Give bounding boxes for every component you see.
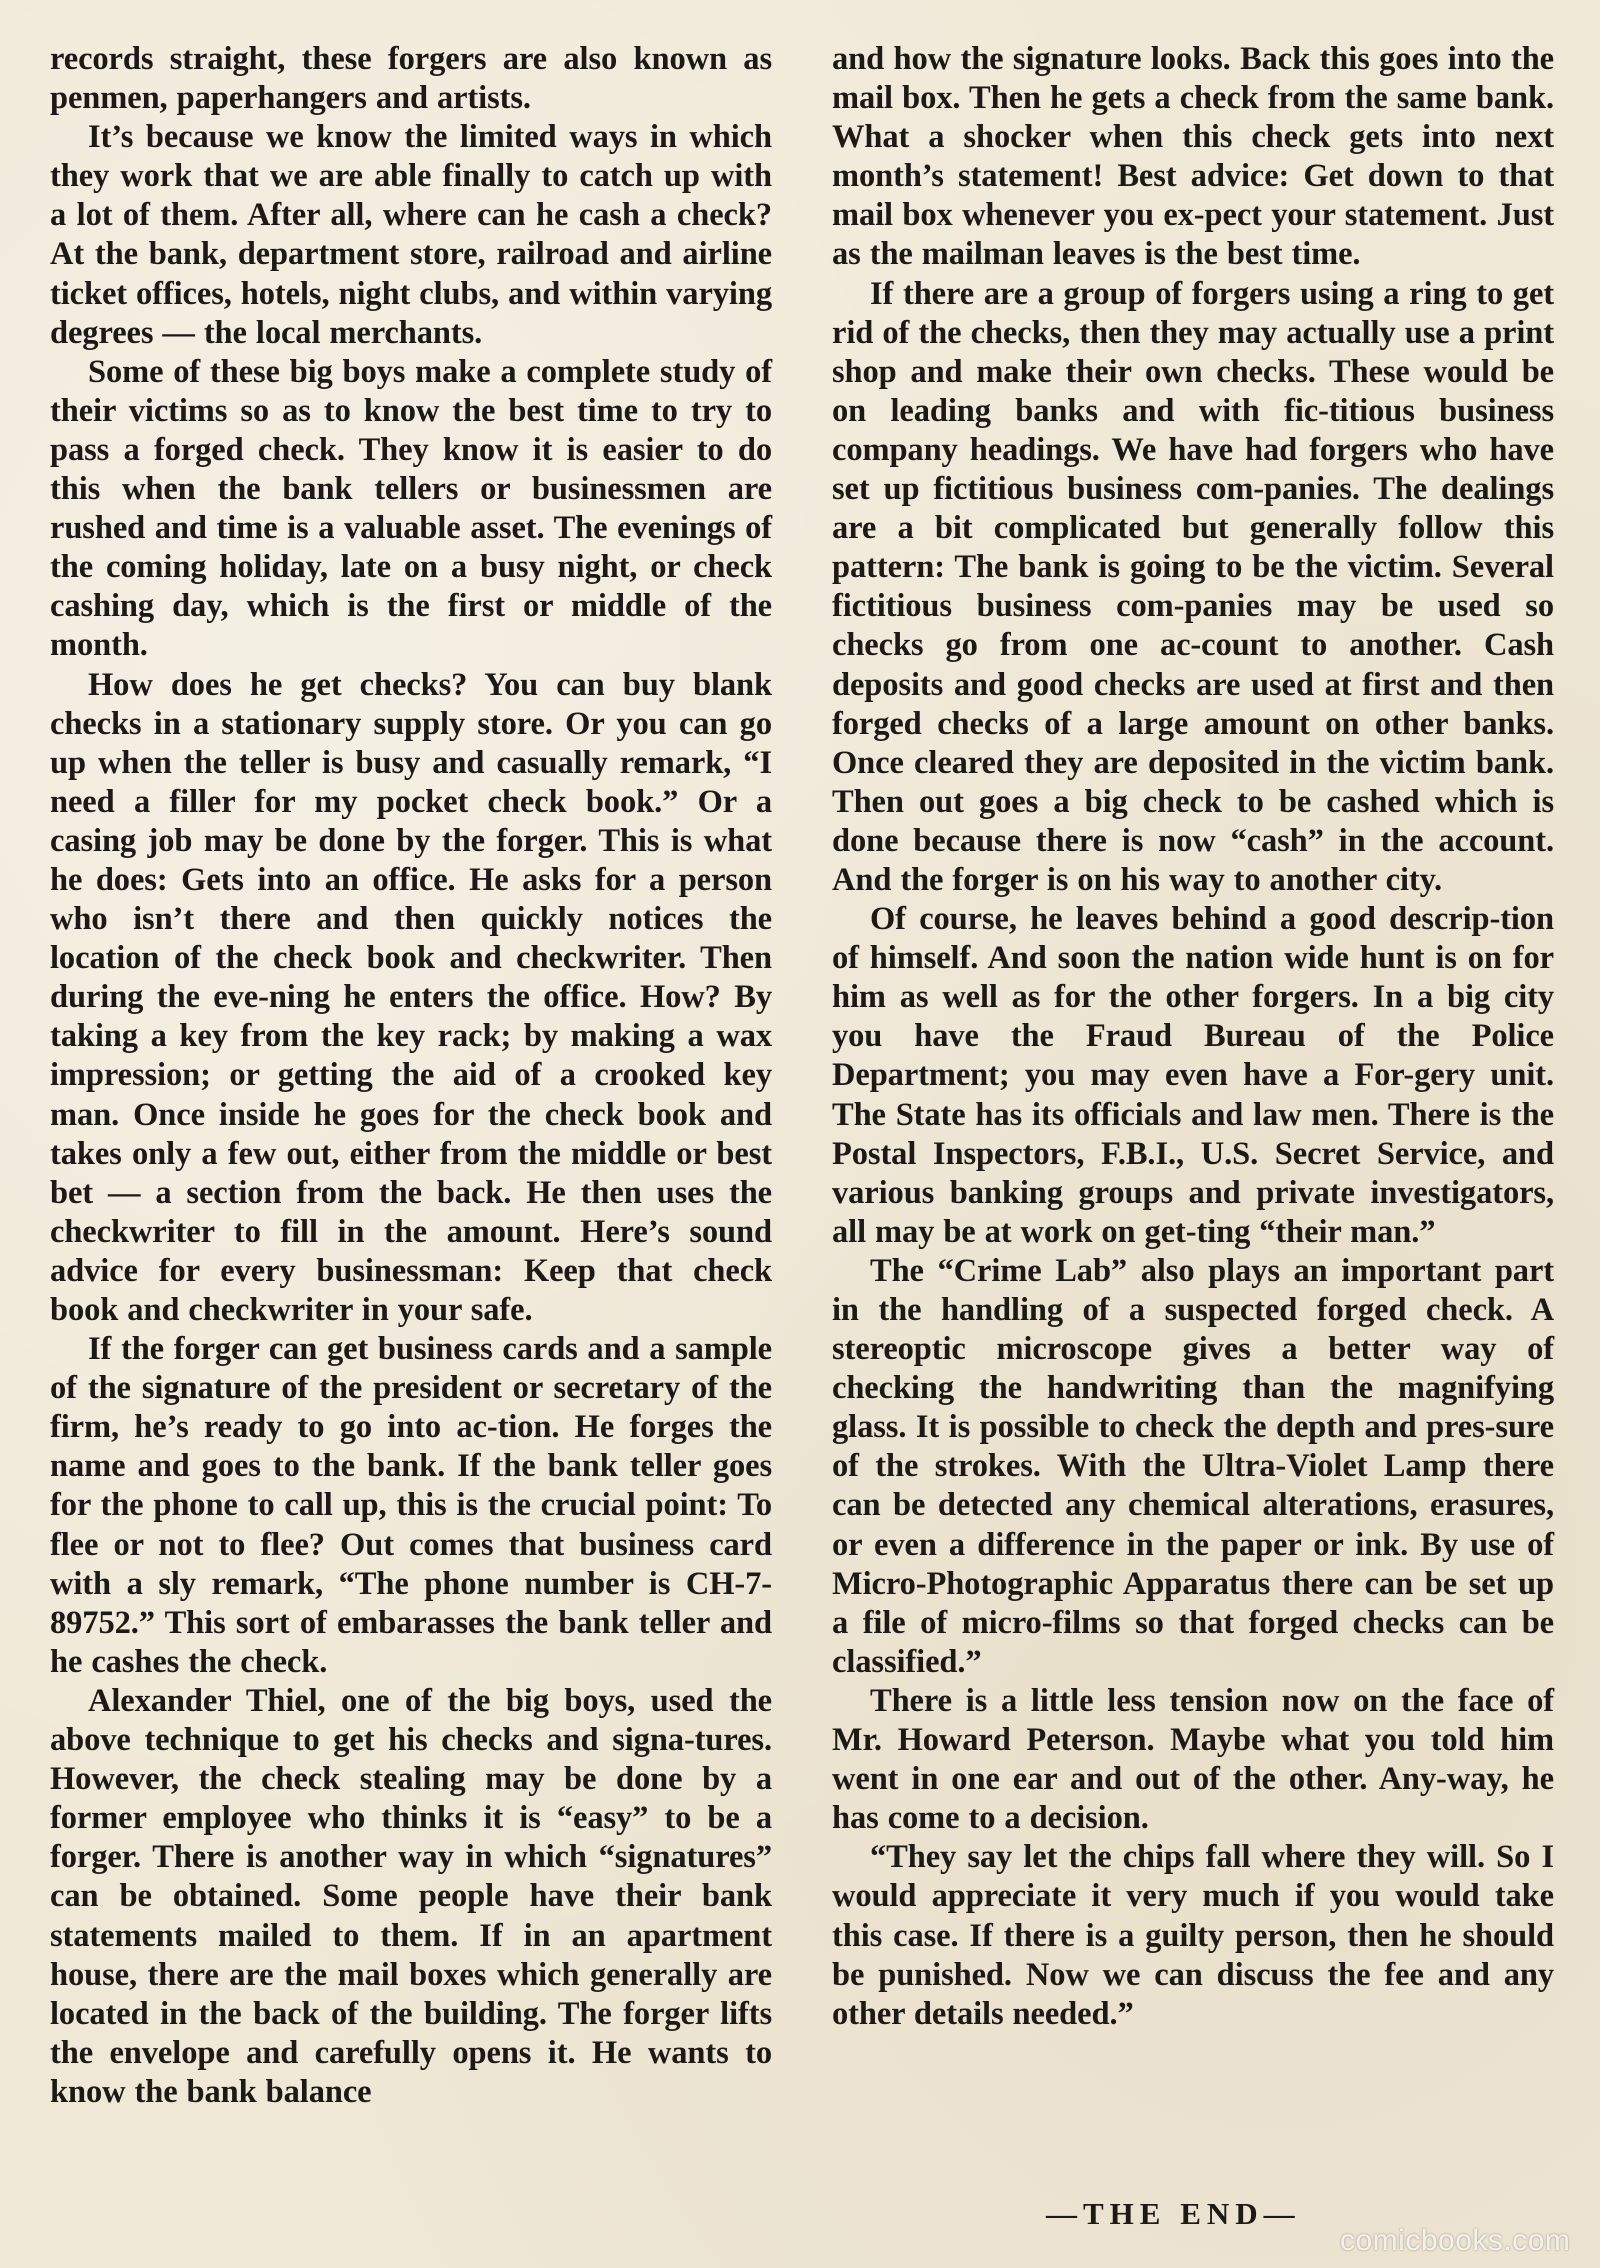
paragraph: Some of these big boys make a complete study of their victims so as to know the best time to try to pass a forged check. They know it is easier to do this when the bank tellers or businessmen are rushed and time is a valuable asset. The evenings of the coming holiday, late on a busy night, or check cashing day, which is the first or middle of the month. (50, 353, 772, 664)
paragraph: and how the signature looks. Back this goes into the mail box. Then he gets a check from the same bank. What a shocker when this check gets into next month’s statement! Best advice: Get down to that mail box whenever you ex-pect your statement. Just as the mailman leaves is the best time. (832, 41, 1554, 273)
paragraph: Alexander Thiel, one of the big boys, used the above technique to get his checks and signa-tures. However, the check stealing may be done by a former employee who thinks it is “easy” to be a forger. There is another way in which “signatures” can be obtained. Some people have their bank statements mailed to them. If in an apartment house, there are the mail boxes which generally are located in the back of the building. The forger lifts the envelope and carefully opens it. He wants to know the bank balance (50, 1682, 772, 2110)
left-text-column (50, 40, 772, 2112)
paragraph: The “Crime Lab” also plays an important part in the handling of a suspected forged check. A stereoptic microscope gives a better way of checking the handwriting than the magnifying glass. It is possible to check the depth and pres-sure of the strokes. With the Ultra-Violet Lamp there can be detected any chemical alterations, erasures, or even a difference in the paper or ink. By use of Micro-Photographic Apparatus there can be set up a file of micro-films so that forged checks can be classified.” (832, 1252, 1554, 1680)
right-text-column (832, 40, 1554, 2034)
paragraph: records straight, these forgers are also known as penmen, paperhangers and artists. (50, 41, 772, 117)
paragraph: It’s because we know the limited ways in which they work that we are able finally to catch up with a lot of them. After all, where can he cash a check? At the bank, department store, railroad and airline ticket offices, hotels, night clubs, and within varying degrees — the local merchants. (50, 119, 772, 351)
paragraph: There is a little less tension now on the face of Mr. Howard Peterson. Maybe what you told him went in one ear and out of the other. Any-way, he has come to a decision. (832, 1682, 1554, 1837)
paragraph: Of course, he leaves behind a good descrip-tion of himself. And soon the nation wide hunt is on for him as well as for the other forgers. In a big city you have the Fraud Bureau of the Police Department; you may even have a For-gery unit. The State has its officials and law men. There is the Postal Inspectors, F.B.I., U.S. Secret Service, and various banking groups and private investigators, all may be at work on get-ting “their man.” (832, 901, 1554, 1250)
site-watermark: comicbooks.com (1340, 2224, 1571, 2257)
paragraph: How does he get checks? You can buy blank checks in a stationary supply store. Or you can go up when the teller is busy and casually remark, “I need a filler for my pocket check book.” Or a casing job may be done by the forger. This is what he does: Gets into an office. He asks for a person who isn’t there and then quickly notices the location of the check book and checkwriter. Then during the eve-ning he enters the office. How? By taking a key from the key rack; by making a wax impression; or getting the aid of a crooked key man. Once inside he goes for the check book and takes only a few out, either from the middle or best bet — a section from the back. He then uses the checkwriter to fill in the amount. Here’s sound advice for every businessman: Keep that check book and checkwriter in your safe. (50, 666, 772, 1328)
paragraph: If the forger can get business cards and a sample of the signature of the president or secretary of the firm, he’s ready to go into ac-tion. He forges the name and goes to the bank. If the bank teller goes for the phone to call up, this is the crucial point: To flee or not to flee? Out comes that business card with a sly remark, “The phone number is CH-7-89752.” This sort of embarasses the bank teller and he cashes the check. (50, 1331, 772, 1680)
paragraph: “They say let the chips fall where they will. So I would appreciate it very much if you would take this case. If there is a guilty person, then he should be punished. Now we can discuss the fee and any other details needed.” (832, 1839, 1554, 2032)
paragraph: If there are a group of forgers using a ring to get rid of the checks, then they may actually use a print shop and make their own checks. These would be on leading banks and with fic-titious business company headings. We have had forgers who have set up fictitious business com-panies. The dealings are a bit complicated but generally follow this pattern: The bank is going to be the victim. Several fictitious business com-panies may be used so checks go from one ac-count to another. Cash deposits and good checks are used at first and then forged checks of a large amount on other banks. Once cleared they are deposited in the victim bank. Then out goes a big check to be cashed which is done because there is now “cash” in the account. And the forger is on his way to another city. (832, 275, 1554, 898)
the-end-label: —THE END— (1046, 2196, 1301, 2231)
